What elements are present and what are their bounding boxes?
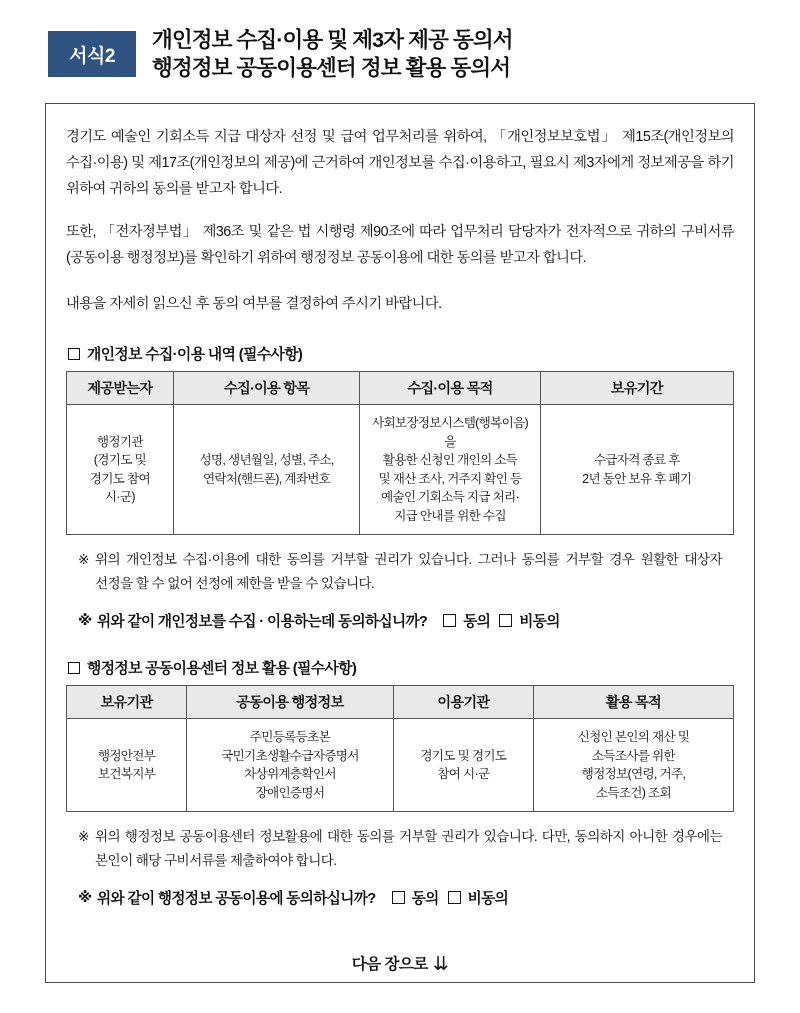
section1-consent-question [78,610,734,631]
section2-notice [78,825,734,873]
intro-paragraph-3: 내용을 자세히 읽으신 후 동의 여부를 결정하여 주시기 바랍니다. [66,296,442,312]
section1-heading-label: 개인정보 수집·이용 내역 (필수사항) [87,347,303,363]
table-row [67,719,734,812]
table-row [67,405,734,535]
section2-agree-label: 동의 [411,891,439,907]
table-header-row [67,686,734,719]
intro-paragraph-1: 경기도 예술인 기회소득 지급 대상자 선정 및 급여 업무처리를 위하여, 「개인정보보호법」 제15조(개인정보의 수집·이용) 및 제17조(개인정보의 제공)에 근거하여 개인정보를 수집·이용하고, 필요시 제3자에게 정보제공을 하기 위하여 귀하의 동의를 받고자 합니다. [66,129,734,197]
intro-paragraph-2: 또한, 「전자정부법」 제36조 및 같은 법 시행령 제90조에 따라 업무처리 담당자가 전자적으로 귀하의 구비서류(공동이용 행정정보)를 확인하기 위하여 행정정보 공동이용에 대한 동의를 받고자 합니다. [66,224,734,266]
column-header-holder: 보유기관 [67,686,187,719]
next-page-label: 다음 장으로 [351,956,428,973]
column-header-user-agency: 이용기관 [393,686,533,719]
cell-line: 신청인 본인의 재산 및 [577,730,690,744]
cell-shared-admin-info [187,719,394,812]
reference-mark-icon: ※ [78,552,89,567]
section2-agree-option[interactable] [392,887,439,908]
cell-line: 주민등록등초본 [249,730,331,744]
consent-form-frame [45,103,755,983]
cell-line: 소득조사를 위한 [591,748,675,763]
reference-mark-icon: ※ [78,829,89,844]
cell-retention-period [540,405,733,535]
cell-line: 활용한 신청인 개인의 소득 [382,453,518,467]
cell-line: 차상위계층확인서 [244,767,336,781]
table-header-row [67,372,734,405]
cell-line: 연락처(핸드폰), 계좌번호 [202,471,331,486]
cell-line: 시·군) [104,490,135,504]
section1-agree-option[interactable] [443,610,490,631]
section1-notice-text: 위의 개인정보 수집·이용에 대한 동의를 거부할 권리가 있습니다. 그러나 동의를 거부할 경우 원활한 대상자 선정을 할 수 없어 선정에 제한을 받을 수 있습니다. [95,552,722,591]
cell-user-agency [393,719,533,812]
checkbox-square-icon[interactable] [392,891,405,904]
section-heading-personal-info [68,343,734,364]
section2-consent-options [392,887,509,908]
cell-line: 장애인증명서 [255,785,325,800]
cell-line: 경기도 및 경기도 [420,748,507,763]
checkbox-square-icon[interactable] [443,614,456,627]
page-title-line-2: 행정정보 공동이용센터 정보 활용 동의서 [152,56,511,80]
cell-purpose [360,405,540,535]
section1-agree-label: 동의 [463,614,491,630]
section2-heading-label: 행정정보 공동이용센터 정보 활용 (필수사항) [87,661,357,677]
column-header-items: 수집·이용 항목 [173,372,360,405]
column-header-purpose: 수집·이용 목적 [360,372,540,405]
cell-line: 보건복지부 [97,767,156,781]
column-header-provider: 제공받는자 [67,372,174,405]
personal-info-table [66,371,734,535]
cell-line: 예술인 기회소득 지급 처리· [381,490,520,504]
cell-line: 및 재산 조사, 거주지 확인 등 [378,471,522,486]
cell-line: 사회보장정보시스템(행복이음)을 [371,416,529,449]
checkbox-square-icon[interactable] [448,891,461,904]
page-title-line-1: 개인정보 수집·이용 및 제3자 제공 동의서 [152,28,513,52]
cell-line: 참여 시·군 [437,767,490,781]
next-page-indicator [66,952,734,976]
cell-line: (경기도 및 [93,453,146,467]
cell-line: 국민기초생활수급자증명서 [221,748,359,763]
cell-line: 소득조건) 조회 [595,785,671,800]
reference-mark-icon: ※ [78,613,92,629]
section1-consent-options [443,610,560,631]
checkbox-square-icon [68,348,80,360]
cell-holder-agency [67,719,187,812]
document-header [0,0,800,100]
section1-question-text: 위와 같이 개인정보를 수집 · 이용하는데 동의하십니까? [97,614,428,630]
section2-disagree-option[interactable] [448,887,509,908]
reference-mark-icon: ※ [78,890,92,906]
cell-line: 지급 안내를 위한 수집 [394,508,506,523]
cell-line: 수급자격 종료 후 [593,453,680,467]
cell-line: 행정기관 [96,434,143,449]
section2-notice-text: 위의 행정정보 공동이용센터 정보활용에 대한 동의를 거부할 권리가 있습니다. 다만, 동의하지 아니한 경우에는 본인이 해당 구비서류를 제출하여야 합니다. [95,829,722,868]
cell-collected-items [173,405,360,535]
cell-usage-purpose [533,719,733,812]
double-down-arrow-icon: ⇊ [432,954,449,975]
cell-provider [67,405,174,535]
document-title [152,26,513,82]
column-header-usage-purpose: 활용 목적 [533,686,733,719]
checkbox-square-icon[interactable] [499,614,512,627]
section2-question-text: 위와 같이 행정정보 공동이용에 동의하십니까? [97,891,376,907]
section2-disagree-label: 비동의 [467,891,509,907]
admin-info-table [66,685,734,812]
section1-disagree-option[interactable] [499,610,560,631]
cell-line: 성명, 생년월일, 성별, 주소, [199,453,334,467]
cell-line: 2년 동안 보유 후 폐기 [582,471,692,486]
section1-disagree-label: 비동의 [519,614,560,630]
cell-line: 행정정보(연령, 거주, [581,767,686,781]
section1-notice [78,548,734,596]
form-number-badge: 서식2 [48,31,136,77]
checkbox-square-icon [68,662,80,674]
column-header-shared-info: 공동이용 행정정보 [187,686,394,719]
column-header-retention: 보유기간 [540,372,733,405]
cell-line: 행정안전부 [97,748,156,763]
section2-consent-question [78,887,734,908]
section-heading-admin-info [68,657,734,678]
cell-line: 경기도 참여 [89,471,150,486]
